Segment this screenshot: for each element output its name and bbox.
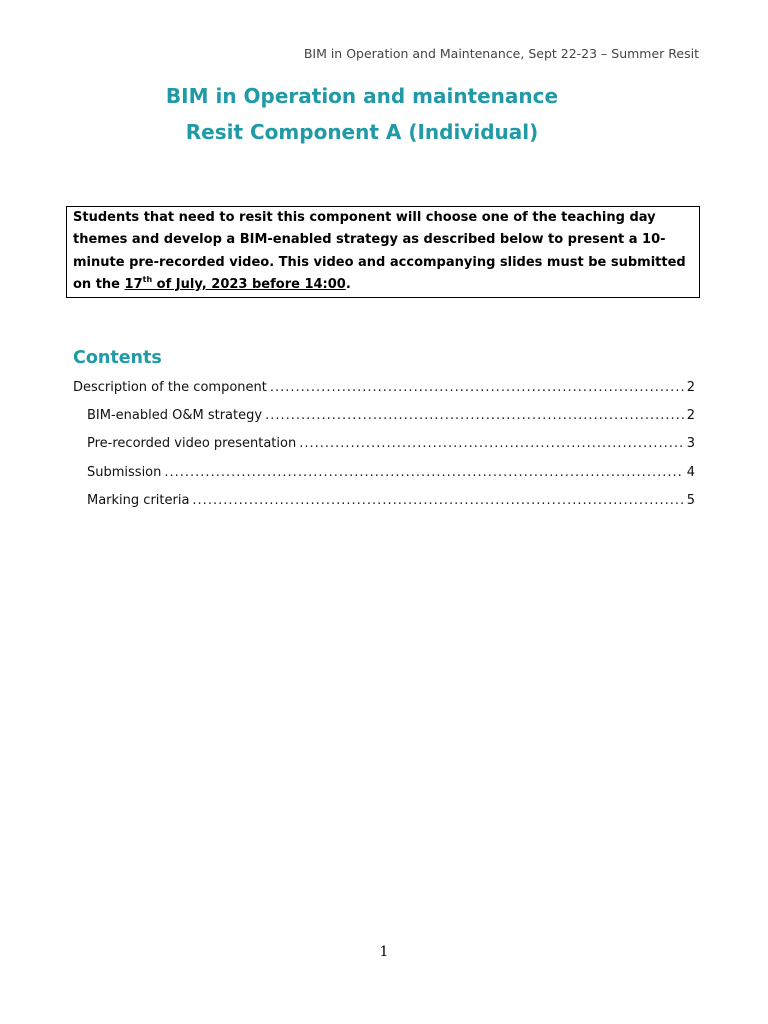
toc-leader-dots [192,493,683,508]
page-number: 1 [379,944,389,960]
resit-notice-box: Students that need to resit this component will choose one of the teaching day themes and develop a BIM-enabled strategy as described below to present a 10-minute pre-recorded video. This video and accompanying slides must be submitted on the 17th of July, 2023 before 14:00. [66,206,700,298]
contents-heading: Contents [73,348,162,368]
running-header: BIM in Operation and Maintenance, Sept 22-23 – Summer Resit [303,46,699,61]
toc-entry-strategy[interactable]: BIM-enabled O&M strategy ..... 2 [73,408,695,436]
toc-entry-video[interactable]: Pre-recorded video presentation ..... 3 [73,436,695,464]
table-of-contents [73,380,695,521]
due-date: 17th of July, 2023 before 14:00 [124,274,346,292]
notice-text: Students that need to resit this component will choose one of the teaching day themes and develop a BIM-enabled strategy as described below to present a 10-minute pre-recorded video. This video and accompanying slides must be submitted on the [73,210,686,292]
toc-entry-marking[interactable]: Marking criteria ..... 5 [73,493,695,521]
toc-leader-dots [299,436,684,451]
toc-leader-dots [164,465,683,480]
toc-entry-submission[interactable]: Submission ..... 4 [73,465,695,493]
document-subtitle: Resit Component A (Individual) [185,120,539,144]
document-title: BIM in Operation and maintenance [165,84,559,108]
toc-leader-dots [265,408,684,423]
toc-entry-description[interactable]: Description of the component ..... 2 [73,380,695,408]
toc-leader-dots [270,380,684,395]
